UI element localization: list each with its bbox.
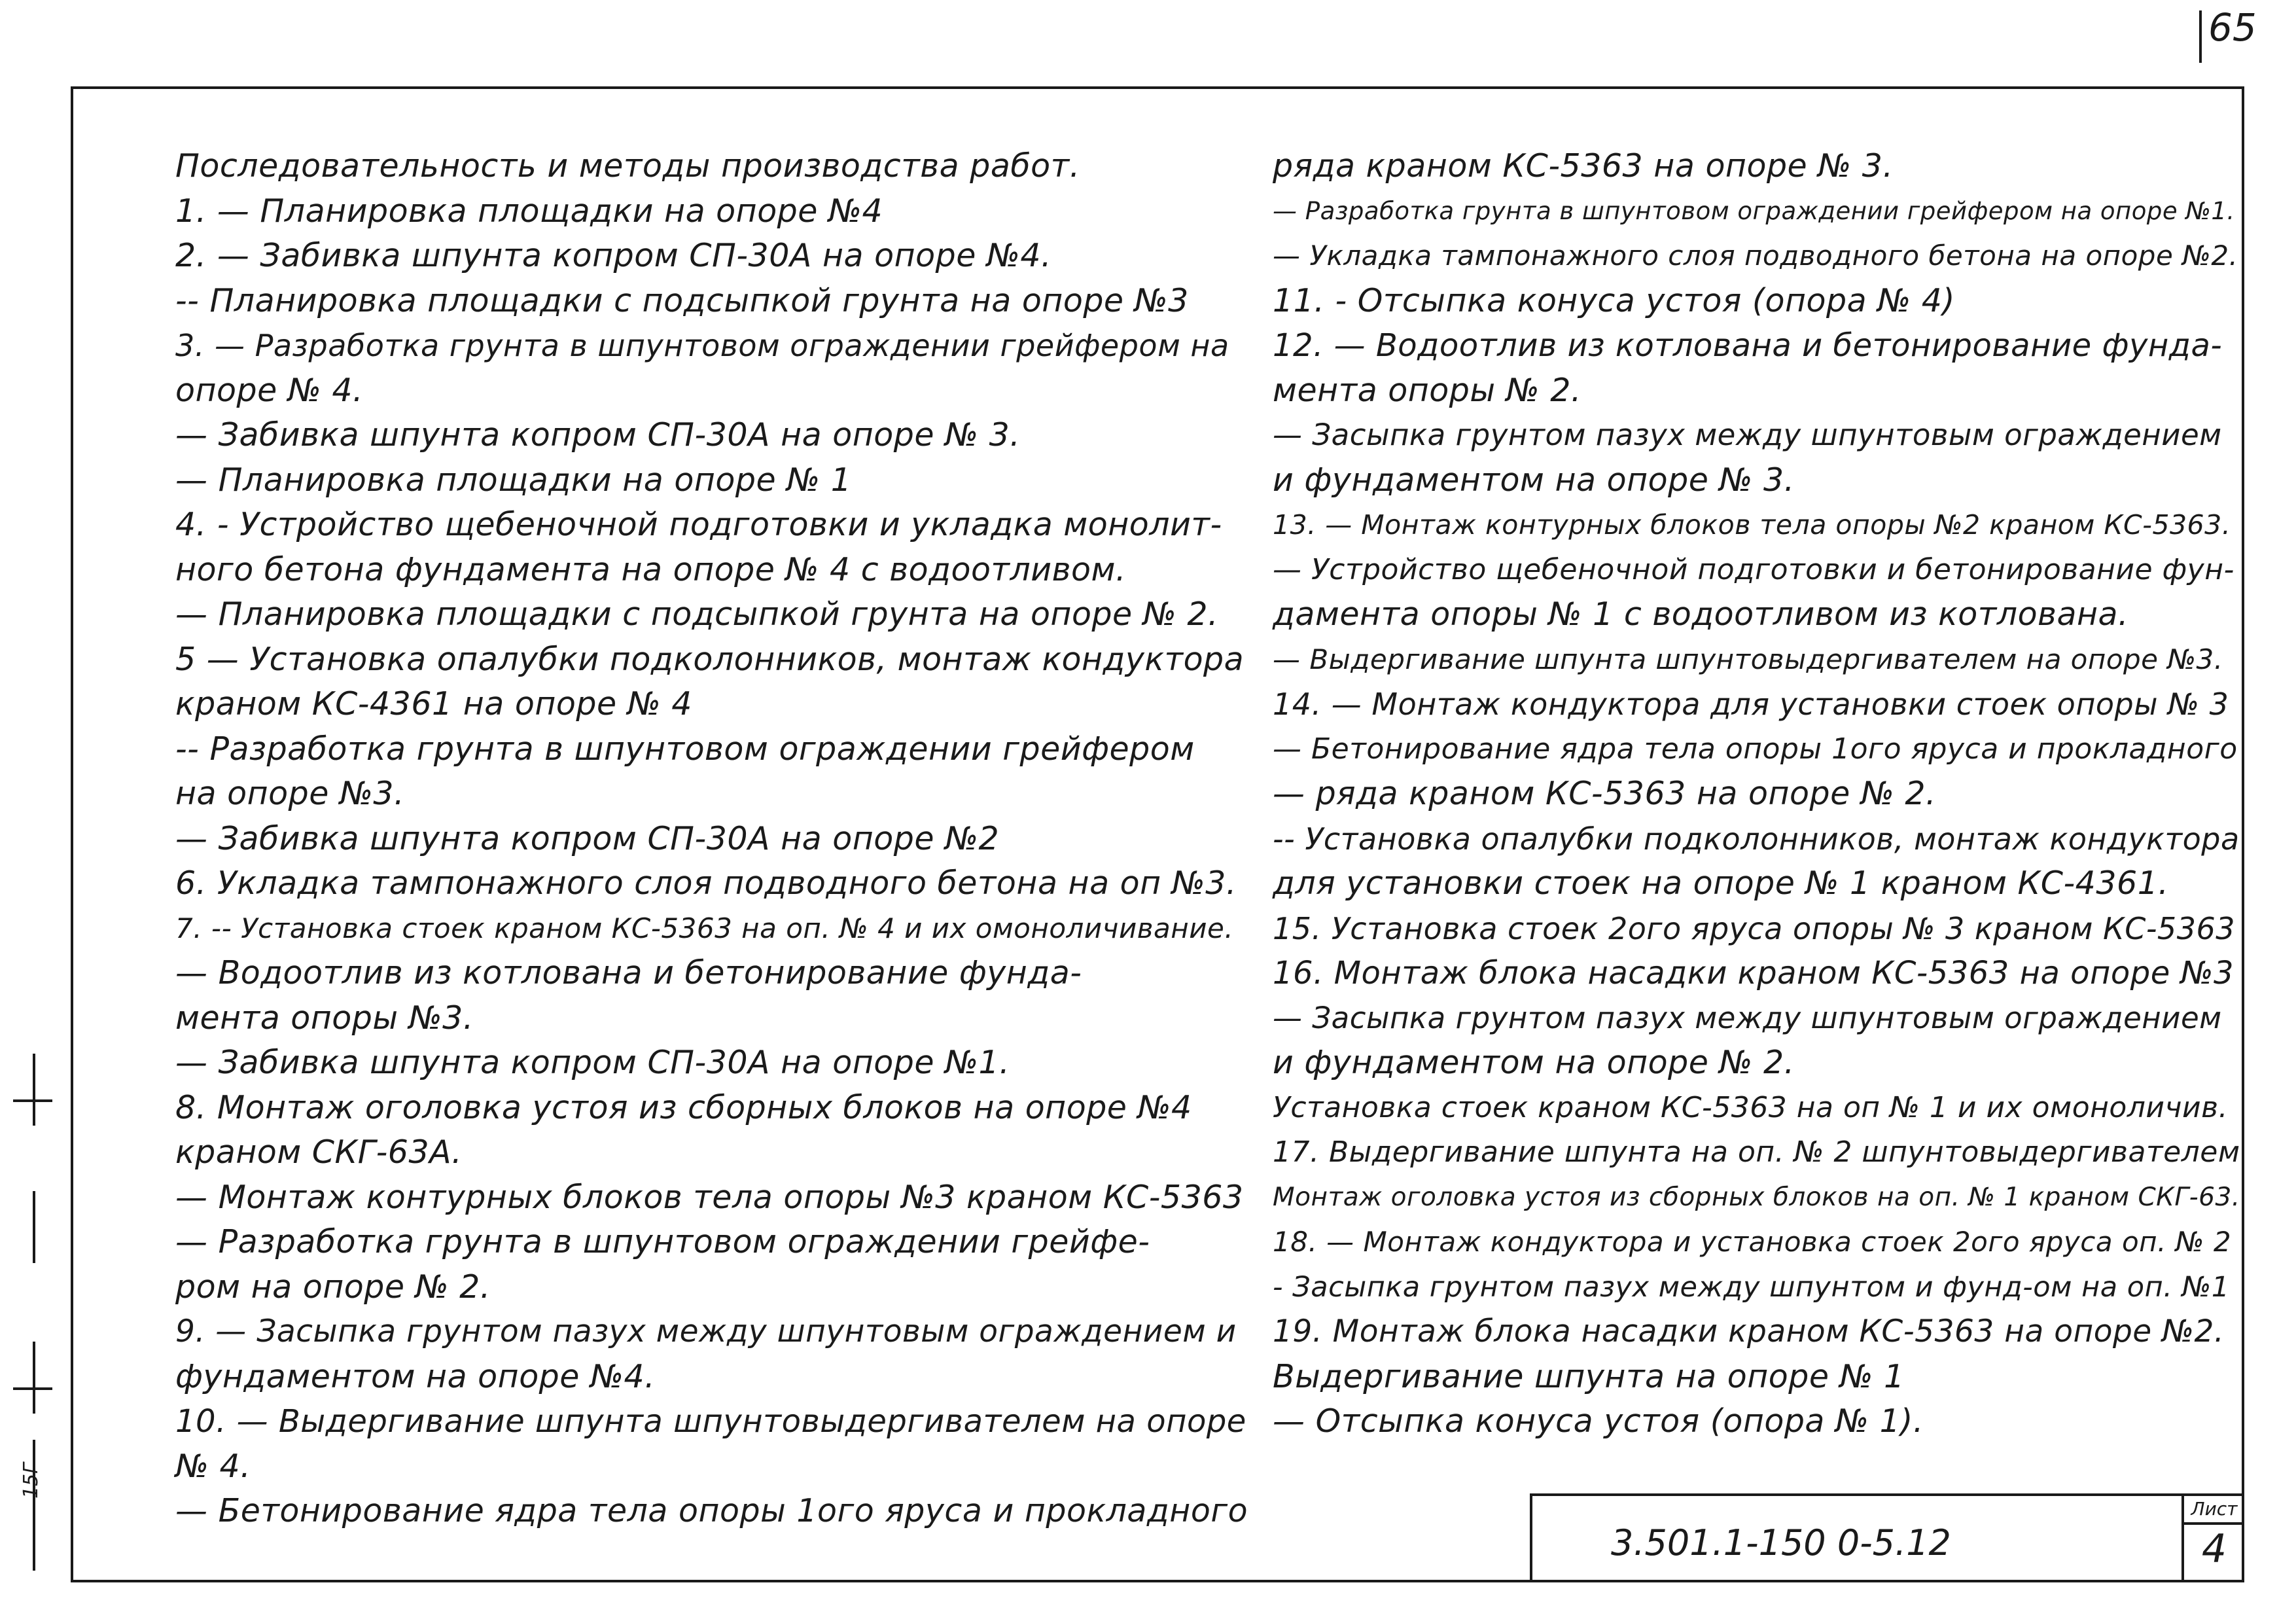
text-line: фундаментом на опоре №4. (175, 1357, 656, 1395)
text-line: 9. — Засыпка грунтом пазух между шпунтовым ограждением и (175, 1313, 1237, 1349)
text-line: 13. — Монтаж контурных блоков тела опоры №2 краном КС-5363. (1273, 509, 2231, 541)
text-line: — Планировка площадки с подсыпкой грунта на опоре № 2. (175, 596, 1219, 633)
text-line: - Засыпка грунтом пазух между шпунтом и фунд-ом на оп. №1 (1273, 1270, 2230, 1304)
text-line: 1. — Планировка площадки на опоре №4 (175, 192, 883, 230)
text-line: 4. - Устройство щебеночной подготовки и укладка монолит- (175, 506, 1222, 543)
text-line: — Разработка грунта в шпунтовом ограждении грейфером на опоре №1. (1273, 196, 2235, 225)
text-line: — Засыпка грунтом пазух между шпунтовым ограждением (1273, 1000, 2222, 1035)
text-line: краном КС-4361 на опоре № 4 (175, 685, 692, 722)
text-line: 2. — Забивка шпунта копром СП-30А на опоре №4. (175, 237, 1052, 274)
text-line: 3. — Разработка грунта в шпунтовом ограждении грейфером на (175, 328, 1229, 363)
text-line: ряда краном КС-5363 на опоре № 3. (1273, 147, 1894, 185)
text-line: — Отсыпка конуса устоя (опора № 1). (1273, 1402, 1924, 1440)
text-line: -- Планировка площадки с подсыпкой грунта на опоре №3 (175, 281, 1189, 319)
sheet-label: Лист (2184, 1496, 2244, 1525)
text-line: 14. — Монтаж кондуктора для установки стоек опоры № 3 (1273, 687, 2229, 722)
text-line: 19. Монтаж блока насадки краном КС-5363 на опоре №2. (1273, 1313, 2225, 1349)
text-line: — Монтаж контурных блоков тела опоры №3 краном КС-5363 (175, 1178, 1244, 1216)
text-line: — ряда краном КС-5363 на опоре № 2. (1273, 775, 1937, 812)
title-block (1530, 1493, 2244, 1582)
text-line: 12. — Водоотлив из котлована и бетонирование фунда- (1273, 327, 2223, 364)
binding-line (13, 1387, 52, 1390)
text-line: — Забивка шпунта копром СП-30А на опоре №1. (175, 1044, 1010, 1081)
binding-tick (33, 1342, 35, 1414)
text-line: 16. Монтаж блока насадки краном КС-5363 на опоре №3 (1273, 955, 2234, 991)
sheet-box (2181, 1496, 2244, 1582)
text-line: мента опоры № 2. (1273, 371, 1581, 409)
text-line: и фундаментом на опоре № 2. (1273, 1044, 1795, 1081)
work-sequence-title: Последовательность и методы производства работ. (175, 147, 1080, 185)
text-line: на опоре №3. (175, 775, 405, 812)
text-line: ром на опоре № 2. (175, 1268, 491, 1306)
text-line: 5 — Установка опалубки подколонников, монтаж кондуктора (175, 640, 1245, 678)
text-line: — Забивка шпунта копром СП-30А на опоре № 3. (175, 416, 1021, 454)
text-line: краном СКГ-63А. (175, 1133, 463, 1171)
text-line: 8. Монтаж оголовка устоя из сборных блоков на опоре №4 (175, 1088, 1192, 1126)
text-line: 18. — Монтаж кондуктора и установка стоек 2ого яруса оп. № 2 (1273, 1226, 2232, 1258)
binding-tick (33, 1191, 35, 1263)
text-line: Монтаж оголовка устоя из сборных блоков на оп. № 1 краном СКГ-63. (1273, 1182, 2240, 1212)
text-line: мента опоры №3. (175, 999, 474, 1037)
side-note: 15Г (20, 1463, 43, 1499)
text-line: — Устройство щебеночной подготовки и бетонирование фун- (1273, 552, 2234, 586)
text-line: — Планировка площадки на опоре № 1 (175, 461, 852, 499)
text-line: ного бетона фундамента на опоре № 4 с водоотливом. (175, 550, 1127, 588)
text-line: для установки стоек на опоре № 1 краном КС-4361. (1273, 865, 2169, 902)
text-line: и фундаментом на опоре № 3. (1273, 461, 1795, 499)
document-code: 3.501.1-150 0-5.12 (1611, 1522, 1951, 1563)
text-line: Выдергивание шпунта на опоре № 1 (1273, 1357, 1905, 1395)
text-line: -- Разработка грунта в шпунтовом ограждении грейфером (175, 730, 1195, 768)
text-line: — Засыпка грунтом пазух между шпунтовым ограждением (1273, 418, 2222, 452)
text-line: — Бетонирование ядра тела опоры 1ого яруса и прокладного (175, 1492, 1248, 1529)
text-line: 15. Установка стоек 2ого яруса опоры № 3 краном КС-5363 (1273, 910, 2235, 946)
text-line: -- Установка опалубки подколонников, монтаж кондуктора (1273, 821, 2240, 857)
text-line: № 4. (175, 1447, 251, 1485)
text-line: 11. - Отсыпка конуса устоя (опора № 4) (1273, 281, 1956, 319)
binding-tick (33, 1054, 35, 1126)
page-number: 65 (2208, 5, 2257, 50)
text-line: — Укладка тампонажного слоя подводного бетона на опоре №2. (1273, 240, 2238, 272)
left-column (175, 144, 1248, 1534)
binding-line (13, 1099, 52, 1102)
text-line: Установка стоек краном КС-5363 на оп № 1 и их омоноличив. (1273, 1090, 2229, 1124)
text-line: дамента опоры № 1 с водоотливом из котлована. (1273, 596, 2129, 633)
text-line: опоре № 4. (175, 371, 364, 409)
text-line: 10. — Выдергивание шпунта шпунтовыдергивателем на опоре (175, 1403, 1246, 1440)
text-line: 7. -- Установка стоек краном КС-5363 на оп. № 4 и их омоноличивание. (175, 912, 1234, 944)
text-line: 17. Выдергивание шпунта на оп. № 2 шпунтовыдергивателем (1273, 1135, 2240, 1169)
text-line: — Бетонирование ядра тела опоры 1ого яруса и прокладного (1273, 732, 2238, 766)
right-column (1273, 144, 2241, 1444)
binding-margin (0, 0, 71, 1623)
binding-tick (33, 1440, 35, 1571)
text-line: — Выдергивание шпунта шпунтовыдергивателем на опоре №3. (1273, 643, 2223, 675)
text-line: — Разработка грунта в шпунтовом ограждении грейфе- (175, 1223, 1150, 1260)
text-line: 6. Укладка тампонажного слоя подводного бетона на оп №3. (175, 865, 1237, 902)
text-line: — Водоотлив из котлована и бетонирование фунда- (175, 954, 1082, 991)
sheet-number: 4 (2201, 1526, 2227, 1572)
text-line: — Забивка шпунта копром СП-30А на опоре №2 (175, 819, 1000, 857)
